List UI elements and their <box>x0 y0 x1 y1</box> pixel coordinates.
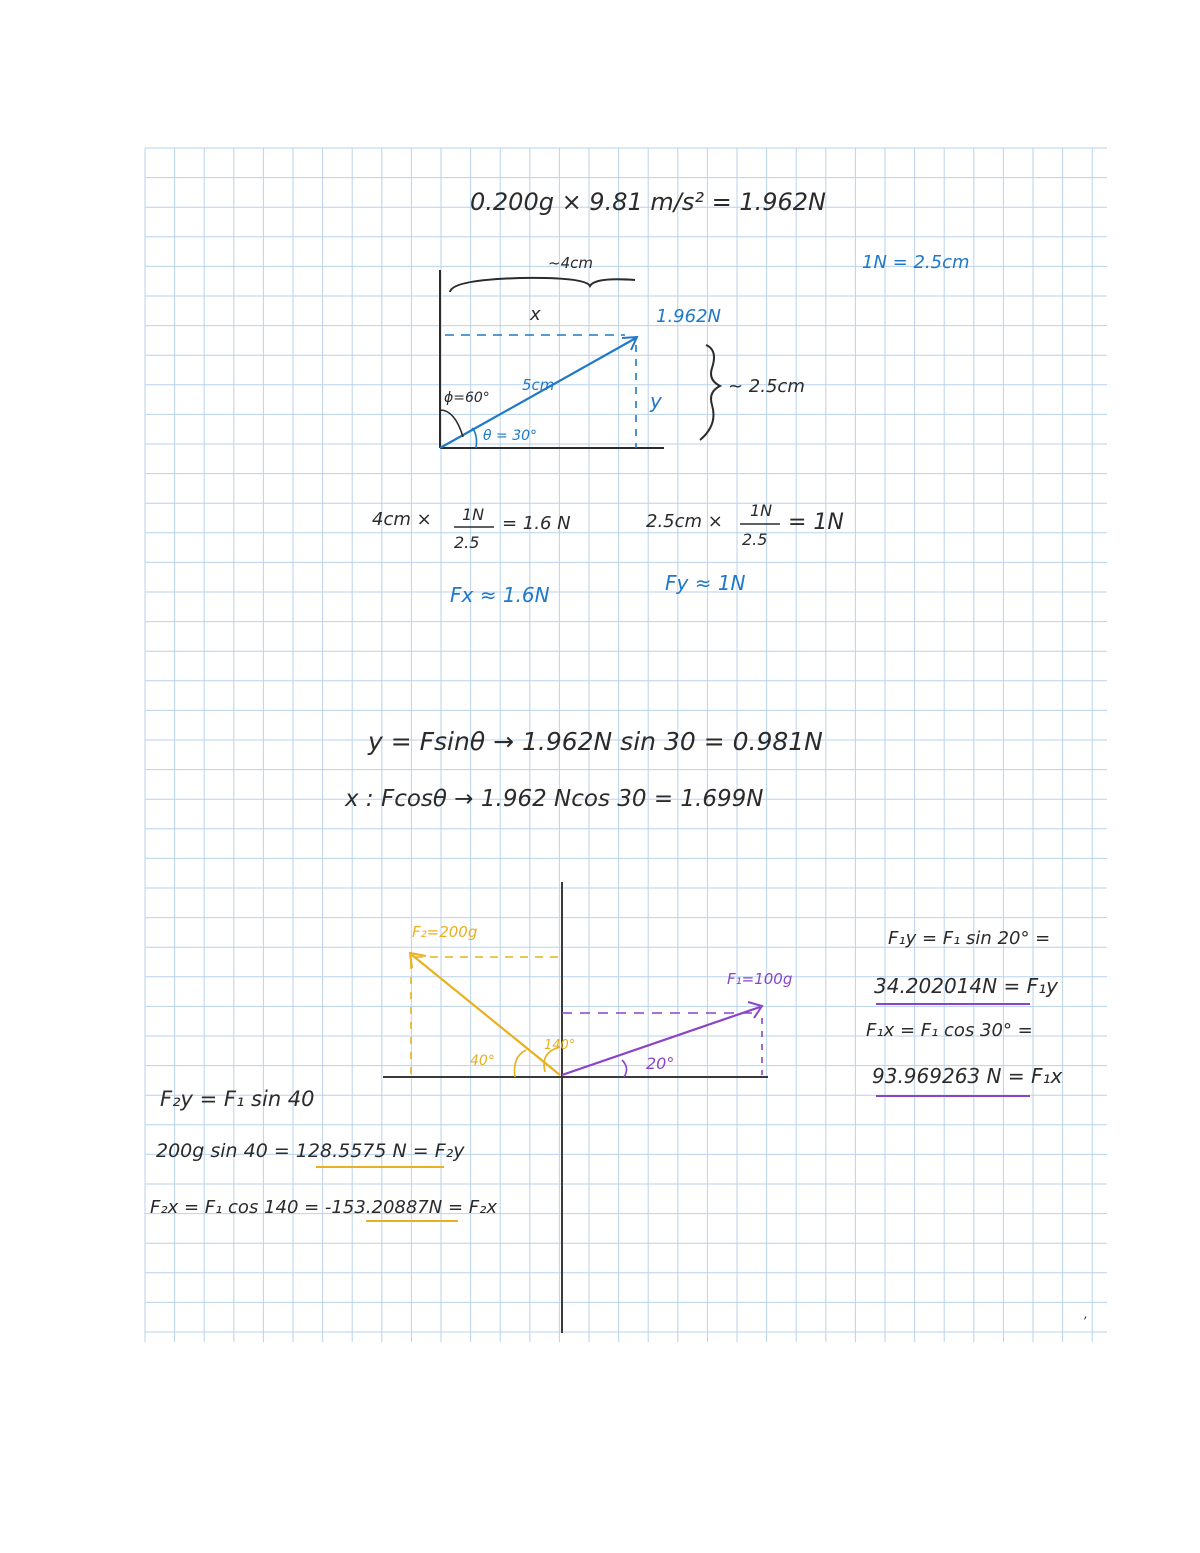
force-diagram-1 <box>440 254 805 448</box>
f1-label: F₁=100g <box>727 970 793 988</box>
f1y-equation: F₁y = F₁ sin 20° = <box>888 928 1051 949</box>
angle-140-label: 140° <box>544 1038 576 1053</box>
y-label: y <box>650 389 662 413</box>
scale-right-numerator: 1N <box>750 501 773 520</box>
angle-40-label: 40° <box>470 1053 495 1069</box>
scale-note: 1N = 2.5cm <box>862 252 970 273</box>
phi-angle-label: ϕ=60° <box>444 390 490 406</box>
scale-right-result: = 1N <box>788 510 844 535</box>
hypotenuse-label: 5cm <box>522 376 555 394</box>
fy-estimate: Fy ≈ 1N <box>665 571 746 595</box>
f2y-value: 200g sin 40 = 128.5575 N = F₂y <box>156 1140 465 1162</box>
force-diagram-2 <box>383 882 792 1333</box>
force-magnitude-label: 1.962N <box>656 306 721 327</box>
height-label: ~ 2.5cm <box>728 376 805 397</box>
f2y-equation: F₂y = F₁ sin 40 <box>160 1087 315 1111</box>
f1y-value: 34.202014N = F₁y <box>874 974 1058 998</box>
f2-calculations <box>150 1087 497 1221</box>
scale-calculations <box>372 501 844 607</box>
x-label: x <box>530 304 541 325</box>
y-component-equation: y = Fsinθ → 1.962N sin 30 = 0.981N <box>368 727 823 756</box>
fx-estimate: Fx ≈ 1.6N <box>450 583 550 607</box>
f1x-equation: F₁x = F₁ cos 30° = <box>866 1020 1033 1041</box>
angle-20-label: 20° <box>646 1054 675 1073</box>
scale-left-denominator: 2.5 <box>454 533 480 552</box>
scale-left-result: = 1.6 N <box>502 513 571 534</box>
weight-equation: 0.200g × 9.81 m/s² = 1.962N <box>470 188 826 216</box>
f2x-value: F₂x = F₁ cos 140 = -153.20887N = F₂x <box>150 1197 497 1218</box>
theta-angle-label: θ = 30° <box>483 428 538 444</box>
width-label: ~4cm <box>548 254 593 272</box>
f1x-value: 93.969263 N = F₁x <box>872 1064 1063 1088</box>
f2-label: F₂=200g <box>412 923 478 941</box>
x-component-equation: x : Fcosθ → 1.962 Ncos 30 = 1.699N <box>345 786 764 812</box>
scale-right-prefix: 2.5cm × <box>646 511 723 532</box>
scale-left-numerator: 1N <box>462 505 485 524</box>
scale-right-denominator: 2.5 <box>742 530 768 549</box>
scale-left-prefix: 4cm × <box>372 509 432 530</box>
stray-mark: , <box>1084 1307 1088 1321</box>
